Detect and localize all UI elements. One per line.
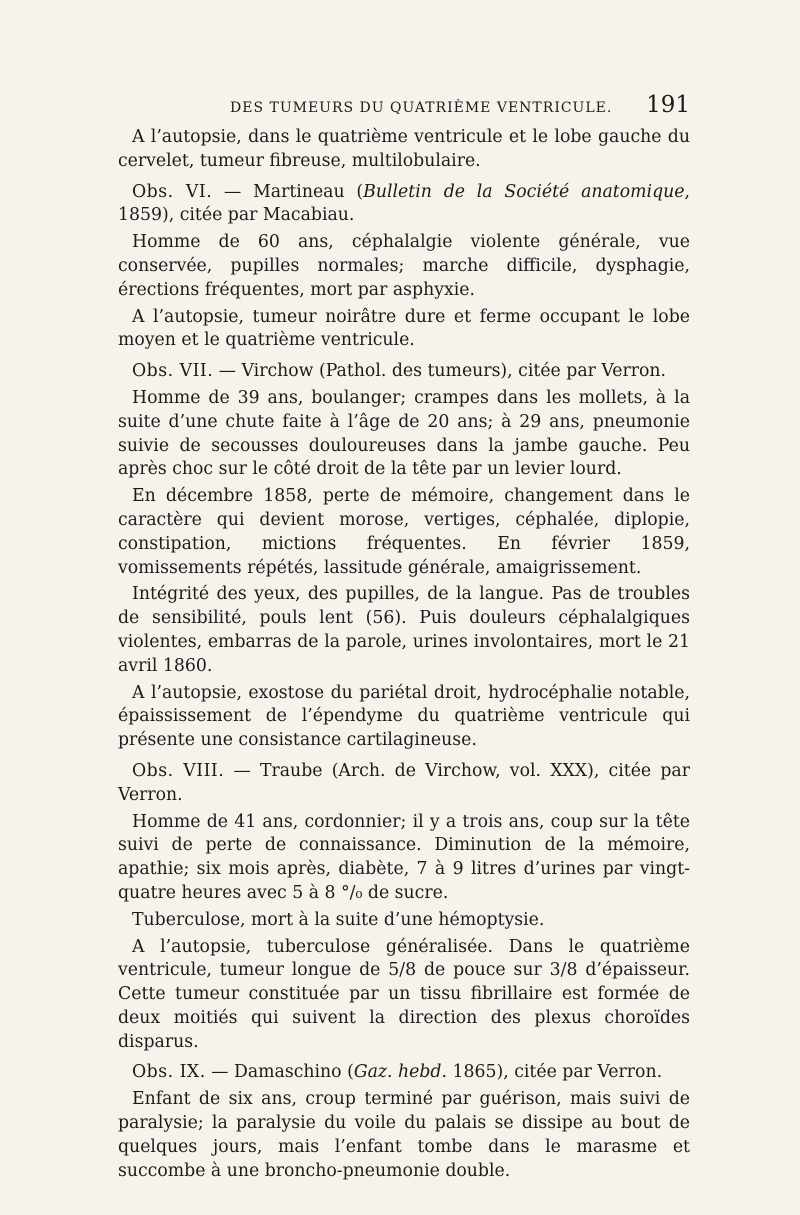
paragraph-outcome-obs8: Tuberculose, mort à la suite d’une hémoptysie. xyxy=(132,909,545,930)
running-head: DES TUMEURS DU QUATRIÈME VENTRICULE. xyxy=(230,100,613,116)
paragraph-case-obs9: Enfant de six ans, croup terminé par guérison, mais suivi de paralysie; la paralysie du voile du palais se dissipe au bout de quelques jours, mais l’enfant tombe dans le marasme et succombe à une broncho-pneumonie double. xyxy=(118,1089,690,1181)
observation-heading-8: Obs. VIII. — Traube (Arch. de Virchow, vol. XXX), citée par Verron. xyxy=(118,760,690,805)
paragraph-symptoms-obs7: Intégrité des yeux, des pupilles, de la langue. Pas de troubles de sensibilité, pouls lent (56). Puis douleurs céphalalgiques violentes, embarras de la parole, urines involontaires, mort le 21 avril 1860. xyxy=(118,584,690,676)
paragraph-autopsy-obs6: A l’autopsie, tumeur noirâtre dure et ferme occupant le lobe moyen et le quatrième ventricule. xyxy=(118,306,690,351)
paragraph-case-obs8: Homme de 41 ans, cordonnier; il y a trois ans, coup sur la tête suivi de perte de connaissance. Diminution de la mémoire, apathie; six mois après, diabète, 7 à 9 litres d’urines par vingt-quatre heures avec 5 à 8 °/₀ de sucre. xyxy=(118,811,690,903)
observation-label: Obs. VII. xyxy=(132,361,214,382)
observation-heading-6: Obs. VI. — Martineau (Bulletin de la Société anatomique, 1859), citée par Macabiau. xyxy=(118,181,690,226)
observation-label: Obs. VI. xyxy=(132,181,213,202)
observation-heading-7: Obs. VII. — Virchow (Pathol. des tumeurs), citée par Verron. xyxy=(132,361,667,382)
observation-label: Obs. IX. xyxy=(132,1062,206,1083)
journal-title: Bulletin de la Société anatomique xyxy=(363,181,685,202)
observation-label: Obs. VIII. xyxy=(132,760,225,781)
page-header xyxy=(118,92,690,126)
page-number: 191 xyxy=(646,92,690,118)
paragraph-autopsy-obs7: A l’autopsie, exostose du pariétal droit, hydrocéphalie notable, épaississement de l’épendyme du quatrième ventricule qui présente une consistance cartilagineuse. xyxy=(118,682,690,751)
page-body xyxy=(118,126,690,1186)
journal-title: Gaz. hebd. xyxy=(353,1062,447,1083)
observation-heading-9: Obs. IX. — Damaschino (Gaz. hebd. 1865), citée par Verron. xyxy=(132,1062,663,1083)
paragraph-autopsy-obs8: A l’autopsie, tuberculose généralisée. Dans le quatrième ventricule, tumeur longue de 5/8 de pouce sur 3/8 d’épaisseur. Cette tumeur constituée par un tissu fibrillaire est formée de deux moitiés qui suivent la direction des plexus choroïdes disparus. xyxy=(118,936,690,1052)
paragraph-case-obs7: Homme de 39 ans, boulanger; crampes dans les mollets, à la suite d’une chute faite à l’âge de 20 ans; à 29 ans, pneumonie suivie de secousses douloureuses dans la jambe gauche. Peu après choc sur le côté droit de la tête par un levier lourd. xyxy=(118,387,690,480)
paragraph-history-obs7: En décembre 1858, perte de mémoire, changement dans le caractère qui devient morose, vertiges, céphalée, diplopie, constipation, mictions fréquentes. En février 1859, vomissements répétés, lassitude générale, amaigrissement. xyxy=(118,486,690,578)
paragraph-autopsy-obs5: A l’autopsie, dans le quatrième ventricule et le lobe gauche du cervelet, tumeur fibreuse, multilobulaire. xyxy=(118,127,690,171)
paragraph-case-obs6: Homme de 60 ans, céphalalgie violente générale, vue conservée, pupilles normales; marche difficile, dysphagie, érections fréquentes, mort par asphyxie. xyxy=(118,232,690,300)
